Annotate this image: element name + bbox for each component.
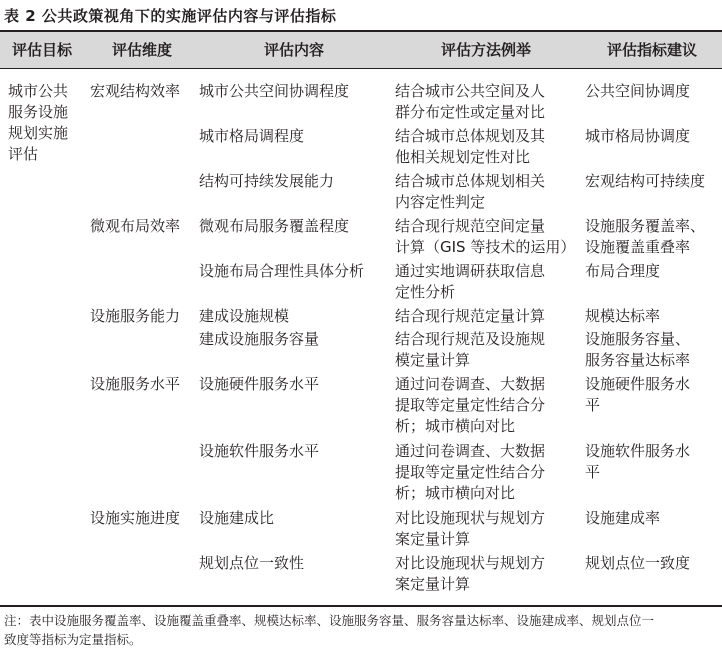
table-caption: 表 2 公共政策视角下的实施评估内容与评估指标 bbox=[4, 7, 337, 25]
content-cell: 城市格局调程度 bbox=[199, 127, 305, 145]
header-method: 评估方法例举 bbox=[440, 41, 531, 59]
dimension-cell: 设施实施进度 bbox=[90, 509, 181, 527]
indicator-cell: 规划点位一致度 bbox=[585, 554, 691, 572]
indicator-cell: 设施服务容量、 服务容量达标率 bbox=[585, 330, 691, 369]
dimension-cell: 设施服务能力 bbox=[90, 307, 181, 325]
table-footnote: 注：表中设施服务覆盖率、设施覆盖重叠率、规模达标率、设施服务容量、服务容量达标率、设施建成率、规划点位一 致度等指标为定量指标。 bbox=[4, 613, 655, 647]
content-cell: 城市公共空间协调程度 bbox=[199, 82, 350, 100]
content-cell: 建成设施服务容量 bbox=[199, 330, 320, 348]
indicator-cell: 设施硬件服务水 平 bbox=[585, 375, 691, 414]
content-cell: 设施布局合理性具体分析 bbox=[199, 262, 365, 280]
header-content: 评估内容 bbox=[263, 41, 324, 59]
method-cell: 对比设施现状与规划方 案定量计算 bbox=[395, 509, 546, 548]
method-cell: 对比设施现状与规划方 案定量计算 bbox=[395, 554, 546, 593]
content-cell: 设施硬件服务水平 bbox=[199, 375, 320, 393]
dimension-cell: 宏观结构效率 bbox=[90, 82, 181, 100]
goal-cell: 城市公共 服务设施 规划实施 评估 bbox=[8, 82, 69, 163]
method-cell: 结合现行规范定量计算 bbox=[395, 307, 546, 325]
table-bottom-rule bbox=[0, 605, 722, 607]
method-cell: 通过实地调研获取信息 定性分析 bbox=[395, 262, 546, 301]
indicator-cell: 城市格局协调度 bbox=[585, 127, 691, 145]
indicator-cell: 设施服务覆盖率、 设施覆盖重叠率 bbox=[585, 217, 706, 256]
indicator-cell: 规模达标率 bbox=[585, 307, 661, 325]
dimension-cell: 设施服务水平 bbox=[90, 375, 181, 393]
content-cell: 微观布局服务覆盖程度 bbox=[199, 217, 350, 235]
method-cell: 通过问卷调查、大数据 提取等定量定性结合分 析；城市横向对比 bbox=[395, 375, 546, 435]
method-cell: 结合城市总体规划及其 他相关规划定性对比 bbox=[395, 127, 546, 166]
method-cell: 结合城市总体规划相关 内容定性判定 bbox=[395, 172, 546, 211]
indicator-cell: 布局合理度 bbox=[585, 262, 661, 280]
content-cell: 设施软件服务水平 bbox=[199, 442, 320, 460]
content-cell: 规划点位一致性 bbox=[199, 554, 305, 572]
indicator-cell: 公共空间协调度 bbox=[585, 82, 691, 100]
content-cell: 设施建成比 bbox=[199, 509, 275, 527]
method-cell: 结合现行规范及设施规 模定量计算 bbox=[395, 330, 546, 369]
header-dimension: 评估维度 bbox=[111, 41, 172, 59]
method-cell: 通过问卷调查、大数据 提取等定量定性结合分 析；城市横向对比 bbox=[395, 442, 546, 502]
content-cell: 建成设施规模 bbox=[199, 307, 290, 325]
dimension-cell: 微观布局效率 bbox=[90, 217, 181, 235]
evaluation-table bbox=[0, 30, 722, 607]
indicator-cell: 设施建成率 bbox=[585, 509, 661, 527]
indicator-cell: 宏观结构可持续度 bbox=[585, 172, 706, 190]
method-cell: 结合现行规范空间定量 计算（GIS 等技术的运用） bbox=[395, 217, 576, 256]
header-indicator: 评估指标建议 bbox=[606, 41, 697, 59]
content-cell: 结构可持续发展能力 bbox=[199, 172, 335, 190]
table-header-rule bbox=[0, 68, 722, 69]
method-cell: 结合城市公共空间及人 群分布定性或定量对比 bbox=[395, 82, 546, 121]
header-goal: 评估目标 bbox=[11, 41, 72, 59]
indicator-cell: 设施软件服务水 平 bbox=[585, 442, 691, 481]
